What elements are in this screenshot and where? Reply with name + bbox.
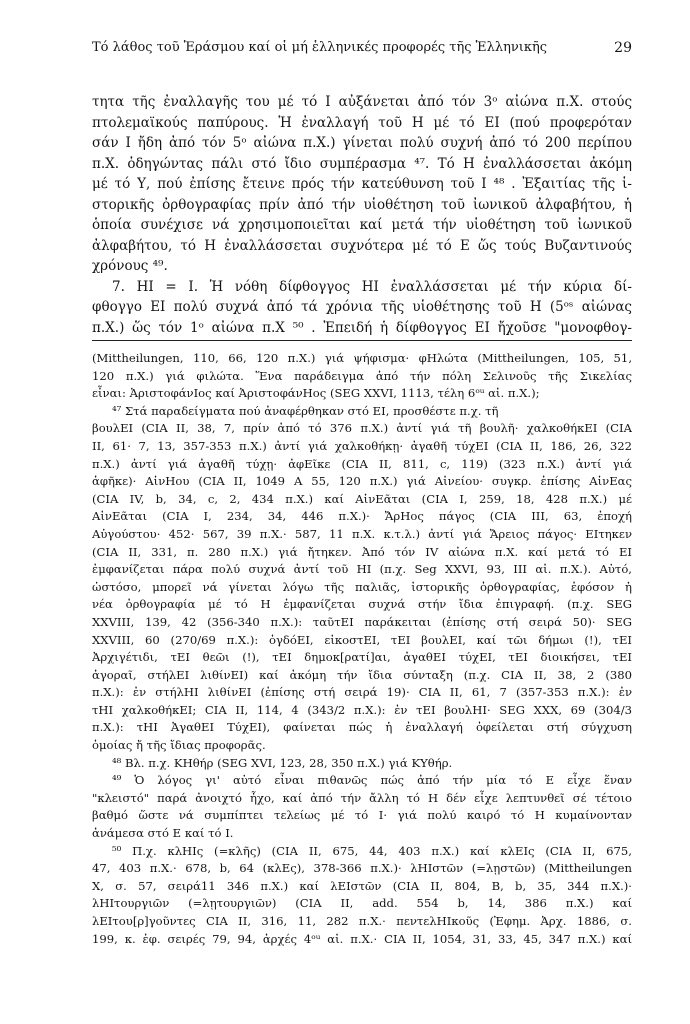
text-line: ὁποία συνέχισε νά χρησιμοποιεῖται καί μετά τήν υἱοθέτηση τοῦ ἰωνικοῦ <box>92 217 632 233</box>
footnote-line: ὡστόσο, μπορεῖ νά γίνεται λόγω τῆς παλιᾶς, ἱστορικῆς ὀρθογραφίας, ἐφόσον ἡ <box>92 579 632 594</box>
footnote-line: ἀφῆκε)· ΑἰνΗου (CIA II, 1049 A 55, 120 π.Χ.) γιά Αἰνείου· συγκρ. ἐπίσης ΑἰνΕας <box>92 474 632 489</box>
footnote-line: ἐμφανίζεται πάρα πολύ συχνά ἀντί τοῦ ΗΙ (π.χ. Seg XXVI, 93, III αἰ. π.Χ.). Αὐτό, <box>92 562 632 577</box>
footnote-line: π.Χ.) ἀντί γιά ἀγαθῆ τύχῃ· ἀφΕῖκε (CIA II, 811, c, 119) (323 π.Χ.) ἀντί γιά <box>92 456 632 471</box>
section-heading-line: 7. ΗΙ = Ι. Ἡ νόθη δίφθογγος ΗΙ ἐναλλάσσεται μέ τήν κύρια δί- <box>112 278 632 295</box>
text-line: ἀλφαβήτου, τό Η ἐναλλάσσεται συχνότερα μέ τό Ε ὥς τούς Βυζαντινούς <box>92 237 632 254</box>
text-line: πτολεμαϊκούς παπύρους. Ἡ ἐναλλαγή τοῦ Η μέ τό ΕΙ (πού προφερόταν <box>92 114 632 131</box>
running-header <box>92 40 632 62</box>
footnote-line: π.Χ.): ἐν στήλΗΙ λιθίνΕΙ (ἐπίσης στή σειρά 19)· CIA II, 61, 7 (357-353 π.Χ.): ἐν <box>92 685 632 700</box>
footnote-48: ⁴⁸ Βλ. π.χ. ΚΗθήρ (SEG XVI, 123, 28, 350 π.Χ.) γιά ΚΥθήρ. <box>112 755 453 770</box>
footnote-line: λΗΙτουργιῶν (=λῃτουργιῶν) (CIA II, add. 554 b, 14, 386 π.Χ.) καί <box>92 896 632 911</box>
footnote-line: εἶναι: ἈριστοφάνΙος καί ἈριστοφάνΗος (SEG XXVI, 1113, τέλη 6ᵒᵘ αἰ. π.Χ.); <box>92 386 540 401</box>
footnote-line: 47, 403 π.Χ.· 678, b, 64 (κλΕς), 378-366 π.Χ.)· λΗΙστῶν (=λῃστῶν) (Mittheilungen <box>92 861 632 876</box>
text-line: σάν Ι ἤδη ἀπό τόν 5ᵒ αἰώνα π.Χ.) γίνεται πολύ συχνή ἀπό τό 200 περίπου <box>92 135 632 151</box>
main-text <box>92 92 632 338</box>
footnote-50-start: ⁵⁰ Π.χ. κλΗΙς (=κλῆς) (CIA II, 675, 44, 403 π.Χ.) καί κλΕΙς (CIA II, 675, <box>112 843 632 858</box>
footnote-line: (CIA IV, b, 34, c, 2, 434 π.Χ.) καί ΑἰνΕᾶται (CIA I, 259, 18, 428 π.Χ.) μέ <box>92 491 632 506</box>
text-line: τητα τῆς ἐναλλαγῆς του μέ τό Ι αὐξάνεται ἀπό τόν 3ᵒ αἰώνα π.Χ. στούς <box>92 94 632 110</box>
footnote-line: II, 61· 7, 13, 357-353 π.Χ.) ἀντί γιά χαλκοθήκῃ· ἀγαθῆ τύχΕΙ (CIA II, 186, 26, 322 <box>92 438 632 453</box>
text-line: μέ τό Υ, πού ἐπίσης ἔτεινε πρός τήν κατεύθυνση τοῦ Ι ⁴⁸ . Ἐξαιτίας τῆς ἱ- <box>92 176 632 192</box>
footnote-47-start: ⁴⁷ Στά παραδείγματα πού ἀναφέρθηκαν στό ΕΙ, προσθέστε π.χ. τῆ <box>112 403 499 418</box>
text-line: χρόνους ⁴⁹. <box>92 258 168 274</box>
footnote-separator <box>92 340 632 341</box>
page-number: 29 <box>614 40 632 56</box>
footnote-line: 120 π.Χ.) γιά φιλώτα. Ἕνα παράδειγμα ἀπό τήν πόλη Σελινοῦς τῆς Σικελίας <box>92 368 632 383</box>
text-line: φθογγο ΕΙ πολύ συχνά ἀπό τά χρόνια τῆς υἱοθέτησης τοῦ Η (5ᵒˢ αἰώνας <box>92 299 632 315</box>
footnote-line: Χ, σ. 57, σειρά11 346 π.Χ.) καί λΕΙστῶν (CIA II, 804, B, b, 35, 344 π.Χ.)· <box>92 878 632 893</box>
footnote-line: λΕΙτου[ρ]γοῦντες CIA II, 316, 11, 282 π.Χ.· πεντελΗΙκοῦς (Ἐφημ. Ἀρχ. 1886, σ. <box>92 914 632 928</box>
footnote-line: (Mittheilungen, 110, 66, 120 π.Χ.) γιά ψήφισμα· φΗλώτα (Mittheilungen, 105, 51, <box>92 351 632 365</box>
footnote-line: π.Χ.): τΗΙ ἈγαθΕΙ ΤύχΕΙ), φαίνεται πώς ἡ ἐναλλαγή ὀφείλεται στή σύγχυση <box>92 720 632 735</box>
footnote-line: ἀνάμεσα στό Ε καί τό Ι. <box>92 826 234 841</box>
footnote-line: "κλειστό" παρά ἀνοιχτό ἦχο, καί ἀπό τήν ἄλλη τό Η δέν εἶχε λεπτυνθεῖ σέ τέτοιο <box>92 790 632 805</box>
footnote-line: τΗΙ χαλκοθήκΕΙ; CIA II, 114, 4 (343/2 π.Χ.): ἐν τΕΙ βουλΗΙ· SEG XXX, 69 (304/3 <box>92 702 632 717</box>
footnote-line: (CIA II, 331, π. 280 π.Χ.) γιά ἤτηκεν. Ἀπό τόν IV αἰώνα π.Χ. καί μετά τό ΕΙ <box>92 544 632 559</box>
footnote-line: νέα ὀρθογραφία μέ τό Η ἐμφανίζεται συχνά στήν ἴδια ἐπιγραφή. (π.χ. SEG <box>92 597 632 612</box>
footnote-line: βαθμό ὥστε νά συμπίπτει τελείως μέ τό Ι· γιά πολύ καιρό τό Η κυμαίνονταν <box>92 808 632 823</box>
text-line: π.Χ. ὁδηγώντας πάλι στό ἴδιο συμπέρασμα ⁴⁷. Τό Η ἐναλλάσσεται ἀκόμη <box>92 155 632 172</box>
footnote-line: XXVIII, 139, 42 (356-340 π.Χ.): ταῦτΕΙ παράκειται (ἐπίσης στή σειρά 50)· SEG <box>92 614 632 629</box>
text-line: στορικῆς ὀρθογραφίας πρίν ἀπό τήν υἱοθέτηση τοῦ ἰωνικοῦ ἀλφαβήτου, ἡ <box>92 196 632 213</box>
text-line: π.Χ.) ὥς τόν 1ᵒ αἰώνα π.Χ ⁵⁰ . Ἐπειδή ἡ δίφθογγος ΕΙ ἤχοῦσε "μονοφθογ- <box>92 319 632 336</box>
footnotes <box>92 350 632 948</box>
running-title: Τό λάθος τοῦ Ἐράσμου καί οἱ μή ἑλληνικές προφορές τῆς Ἑλληνικῆς <box>92 40 548 55</box>
footnote-49-start: ⁴⁹ Ὁ λόγος γι' αὐτό εἶναι πιθανῶς πώς ἀπό τήν μία τό Ε εἶχε ἕναν <box>112 773 632 788</box>
footnote-line: XXVIII, 60 (270/69 π.Χ.): ὁγδόΕΙ, εἰκοστΕΙ, τΕΙ βουλΕΙ, καί τῶι δήμωι (!), τΕΙ <box>92 632 632 647</box>
footnote-line: ἀγοραῖ, στήλΕΙ λιθίνΕΙ) καί ἀκόμη τήν ἴδια σύνταξη (π.χ. CIA II, 38, 2 (380 <box>92 667 632 682</box>
footnote-line: 199, κ. ἐφ. σειρές 79, 94, ἀρχές 4ᵒᵘ αἰ. π.Χ.· CIA II, 1054, 31, 33, 45, 347 π.Χ.) καί <box>92 931 632 946</box>
footnote-line: βουλΕΙ (CIA II, 38, 7, πρίν ἀπό τό 376 π.Χ.) ἀντί γιά τῆ βουλῆ· χαλκοθήκΕΙ (CIA <box>92 421 632 436</box>
footnote-line: Αὐγούστου· 452· 567, 39 π.Χ.· 587, 11 π.Χ. κ.τ.λ.) ἀντί γιά Ἄρειος πάγος· ΕΙτηκεν <box>92 526 632 541</box>
footnote-line: ὁμοίας ἤ τῆς ἴδιας προφορᾶς. <box>92 738 266 753</box>
footnote-line: Ἀρχιγέτιδι, τΕΙ θεῶι (!), τΕΙ δημοκ[ρατί]αι, ἀγαθΕΙ τύχΕΙ, τΕΙ διοικήσει, τΕΙ <box>92 650 632 665</box>
footnote-line: ΑἰνΕᾶται (CIA I, 234, 34, 446 π.Χ.)· ἌρΗος πάγος (CIA III, 63, ἐποχή <box>92 509 632 524</box>
